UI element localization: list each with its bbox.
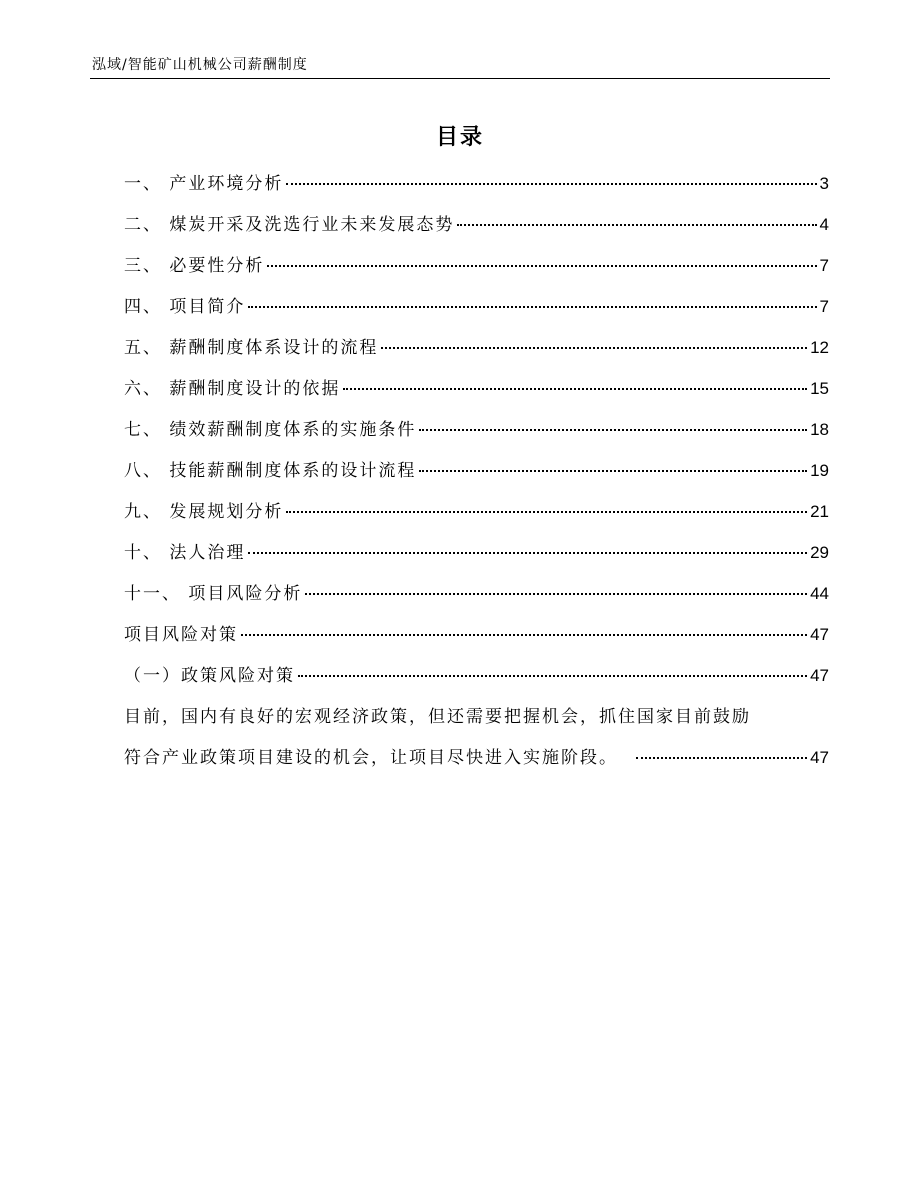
toc-dot-leader [305,593,807,595]
toc-dot-leader [419,470,807,472]
toc-entry-label: 十、 法人治理 [124,543,246,563]
toc-page-number: 7 [819,256,829,275]
header-rule [90,78,830,79]
toc-page-number: 19 [810,461,829,480]
toc-page-number: 44 [810,584,829,603]
toc-page-number: 3 [819,174,829,193]
toc-entry[interactable] [124,620,829,661]
toc-dot-leader [267,265,816,267]
toc-entry[interactable] [124,292,829,333]
toc-entry[interactable] [124,456,829,497]
toc-page-number: 12 [810,338,829,357]
toc-page-number: 7 [819,297,829,316]
toc-entry-label-line2: 符合产业政策项目建设的机会，让项目尽快进入实施阶段。 [124,748,618,768]
toc-entry[interactable] [124,415,829,456]
toc-entry-label: 九、 发展规划分析 [124,502,284,522]
toc-dot-leader [248,552,807,554]
toc-entry[interactable] [124,251,829,292]
toc-entry[interactable] [124,333,829,374]
toc-dot-leader [381,347,807,349]
toc-dot-leader [343,388,807,390]
toc-entry-label: 一、 产业环境分析 [124,174,284,194]
toc-entry-label: 五、 薪酬制度体系设计的流程 [124,338,379,358]
toc-entry[interactable] [124,169,829,210]
toc-dot-leader [419,429,807,431]
toc-dot-leader [636,757,807,759]
toc-entry-line [124,743,829,784]
toc-entry-label: 六、 薪酬制度设计的依据 [124,379,341,399]
toc-entry-label: 十一、 项目风险分析 [124,584,303,604]
toc-entry-label: （一）政策风险对策 [124,666,295,686]
toc-dot-leader [241,634,807,636]
toc-entry-label: 七、 绩效薪酬制度体系的实施条件 [124,420,417,440]
toc-entry[interactable] [124,579,829,620]
toc-entry-label-line1: 目前，国内有良好的宏观经济政策，但还需要把握机会，抓住国家目前鼓励 [124,707,751,727]
toc-entry-line [124,702,829,743]
toc-entry-wrapped[interactable] [124,702,829,784]
toc-entry-label: 二、 煤炭开采及洗选行业未来发展态势 [124,215,455,235]
toc-entry-label: 项目风险对策 [124,625,238,645]
toc-entry[interactable] [124,538,829,579]
toc-list [124,169,829,784]
toc-page-number: 4 [819,215,829,234]
toc-dot-leader [286,511,807,513]
toc-entry-label: 八、 技能薪酬制度体系的设计流程 [124,461,417,481]
toc-entry-label: 四、 项目简介 [124,297,246,317]
toc-page-number: 29 [810,543,829,562]
toc-page-number: 18 [810,420,829,439]
toc-page-number: 47 [810,666,829,685]
toc-dot-leader [286,183,816,185]
toc-dot-leader [248,306,816,308]
toc-entry[interactable] [124,210,829,251]
toc-page-number: 47 [810,748,829,767]
toc-entry[interactable] [124,374,829,415]
toc-dot-leader [298,675,807,677]
toc-page-number: 15 [810,379,829,398]
toc-page-number: 47 [810,625,829,644]
toc-entry[interactable] [124,661,829,702]
toc-dot-leader [457,224,816,226]
toc-title: 目录 [435,125,484,150]
toc-entry-label: 三、 必要性分析 [124,256,265,276]
toc-entry[interactable] [124,497,829,538]
toc-page-number: 21 [810,502,829,521]
running-header: 泓域/智能矿山机械公司薪酬制度 [92,57,308,73]
